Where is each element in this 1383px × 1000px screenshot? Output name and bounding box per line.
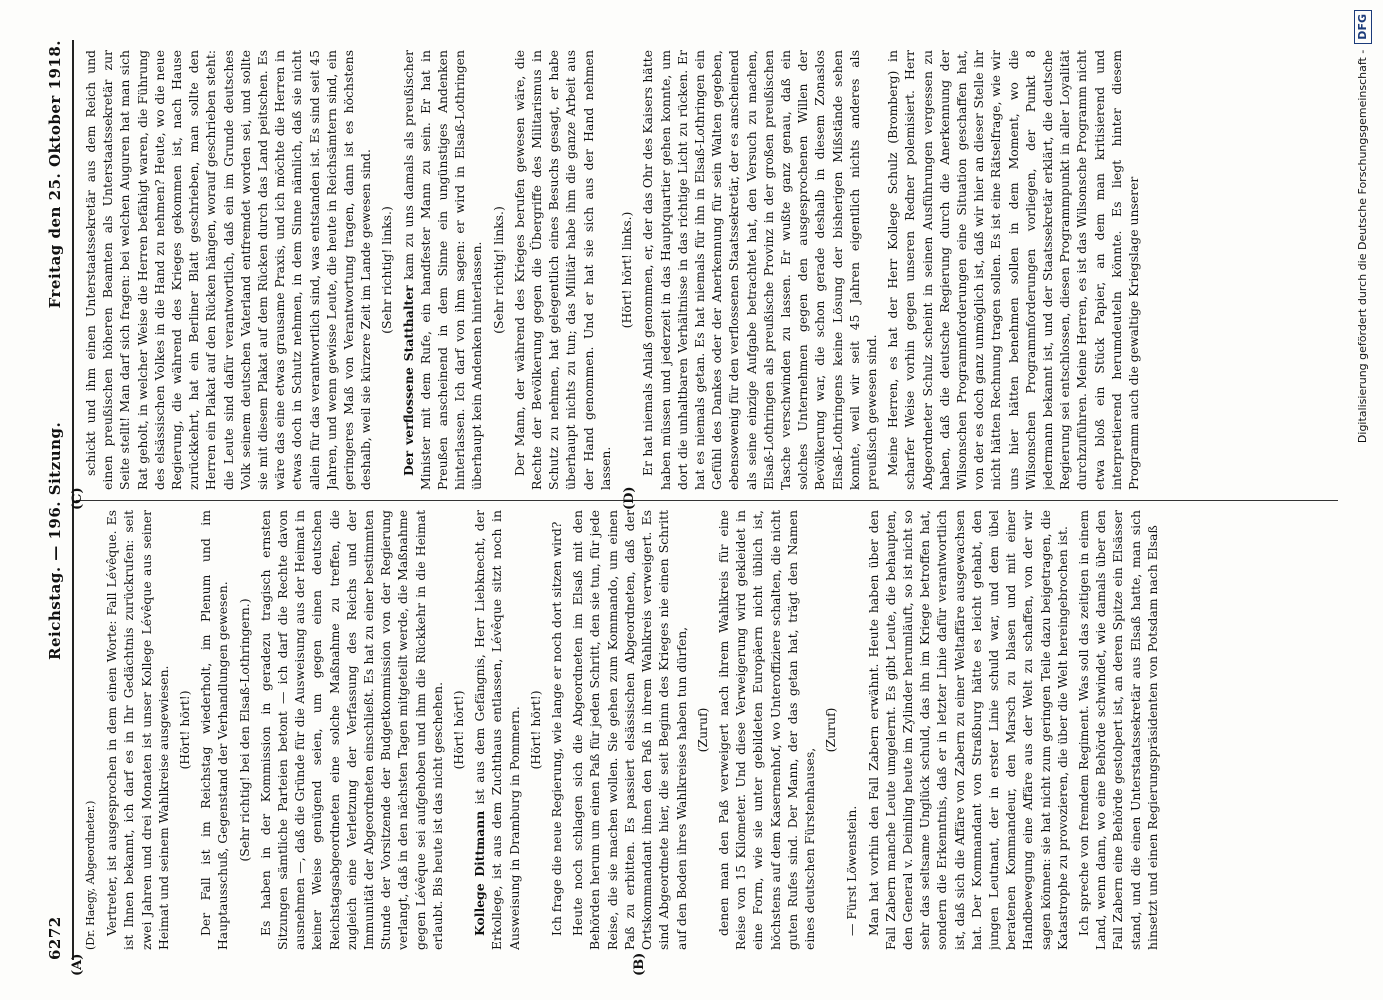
interjection: (Hört! hört! links.)	[619, 211, 635, 329]
speaker-note: (Dr. Haegy, Abgeordneter.)	[84, 800, 97, 950]
paragraph-text: Ich spreche von fremdem Regiment. Was soll das zeitigen in einem Land, wenn dann, wo eine Behörde schwindet, wie damals über den Fall Zabern eine Behörde gestolpert ist, an deren Spitze ein Elsässer stand, und die einen Unterstaatssekretär aus Elsaß hatte, man sich hinsetzt und einen Regierungspräsidenten von Potsdam nach Elsaß	[1075, 510, 1160, 950]
paragraph-text: Ich frage die neue Regierung, wie lange er noch dort sitzen wird?	[549, 521, 565, 936]
interjection: (Hört! hört!)	[527, 690, 543, 770]
speech-paragraph	[1075, 510, 1161, 950]
emphasized-lead: Kollege Dittmann	[472, 810, 488, 936]
paragraph-text: Der Fall ist im Reichstag wiederholt, im Plenum und im Hauptausschuß, Gegenstand der Verhandlungen gewesen.	[198, 510, 231, 950]
right-column	[82, 50, 1337, 490]
margin-marker-b: (B)	[632, 952, 647, 976]
speech-paragraph	[400, 50, 486, 490]
session-date: Freitag den 25. Oktober 1918.	[46, 40, 64, 309]
credit-text: Digitalisierung gefördert durch die Deutsche Forschungsgemeinschaft -	[1356, 49, 1369, 444]
speech-paragraph	[471, 510, 523, 950]
speech-paragraph	[82, 50, 374, 490]
interjection: (Hört! hört!)	[177, 690, 193, 770]
paragraph-text: schickt und ihm einen Unterstaatssekretär aus dem Reich und einen preußischen höheren Beamten als Unterstaatssekretär zur Seite stellt! Man darf sich fragen: bei welchen Auguren hat man sich Rat geholt, in welcher Weise die Herren befähigt waren, die Führung des elsässischen Volkes in die Hand zu nehmen? Heute, wo die neue Regierung, die während des Krieges gekommen ist, nach Hause zurückkehrt, hat ein Berliner Blatt geschrieben, man sollte den Herren ein Plakat auf den Rücken hängen, worauf geschrieben steht: die Leute sind dafür verantwortlich, daß ein im Grunde deutsches Volk seinem deutschen Vaterland entfremdet worden sei, und sollte sie mit diesem Plakat auf dem Rücken durch das Land peitschen. Es wäre das eine etwas grausame Praxis, und ich möchte die Herren in etwas doch in Schutz nehmen, in dem Sinne nämlich, daß sie nicht allein für das verantwortlich sind, was entstanden ist. Es sind seit 45 Jahren, und wenn gewisse Leute, die heute in Reichsämtern sind, ein geringeres Maß von Verantwortung tragen, dann ist es höchstens deshalb, weil sie kürzere Zeit im Lande gewesen sind.	[83, 50, 374, 490]
margin-marker-d: (D)	[622, 486, 637, 510]
paragraph-text: — Fürst Löwenstein.	[844, 805, 860, 936]
speech-paragraph	[715, 510, 818, 950]
speech-paragraph	[569, 510, 689, 950]
session-title: Reichstag. — 196. Sitzung.	[46, 421, 64, 660]
digitization-credit	[1352, 10, 1378, 990]
interjection: (Hört! hört!)	[451, 690, 467, 770]
column-divider	[76, 500, 1338, 501]
page-header	[42, 40, 72, 960]
paragraph-text: kam zu uns damals als preußischer Minister mit dem Rufe, ein handfester Mann zu sein. Er hat in Preußen anscheinend in dem Sinne ein ungünstiges Andenken hinterlassen. Ich darf von ihm sagen: er wird in Elsaß-Lothringen überhaupt kein Andenken hinterlassen.	[400, 50, 485, 490]
paragraph-text: Man hat vorhin den Fall Zabern erwähnt. Heute haben über den Fall Zabern manche Leute umgelernt. Es gibt Leute, die behaupten, den General v. Deimling heute im Zylinder herumläuft, so ist nicht so sehr das seltsame Unglück schuld, das ihn im Kriege betroffen hat, sondern die Erkenntnis, daß er in letzter Linie dafür verantwortlich ist, daß sich die Affäre von Zabern zu einer Weltaffäre ausgewachsen hat. Der Kommandant von Straßburg hätte es leicht gehabt, den jungen Leutnant, der in erster Linie schuld war, und dem übel beratenen Kommandeur, den Marsch zu blasen und mit einer Handbewegung eine Affäre aus der Welt zu schaffen, von der wir sagen können: sie hat nicht zum geringen Teile dazu beigetragen, die Katastrophe zu provozieren, die über die Welt hereingebrochen ist.	[865, 510, 1070, 950]
paragraph-text: denen man den Paß verweigert nach ihrem Wahlkreis für eine Reise von 15 Kilometer. Und diese Verweigerung wird gekleidet in eine Form, wie sie unter gebildeten Europäern nicht üblich ist, höchstens auf dem Kasernenhof, wo Unteroffiziere schalten, die nicht guten Rufes sind. Der Mann, der das getan hat, trägt den Namen eines deutschen Fürstenhauses,	[715, 510, 817, 950]
interjection: (Zuruf)	[823, 707, 839, 753]
interjection: (Sehr richtig! links.)	[490, 206, 506, 334]
paragraph-text: Es haben in der Kommission in geradezu tragisch ernsten Sitzungen sämtliche Parteien betont — ich darf die Rechte davon ausnehmen —, daß die Gründe für die Ausweisung aus der Heimat in keiner Weise genügend seien, um gegen einen deutschen Reichstagsabgeordneten eine solche Maßnahme zu treffen, die zugleich eine Verletzung der Verfassung des Reichs und der Immunität der Abgeordneten einschließt. Es hat zu einer bestimmten Stunde der Vorsitzende der Budgetkommission von der Regierung verlangt, daß in den nächsten Tagen mitgeteilt werde, die Maßnahme gegen Lévêque sei aufgehoben und ihm die Rückkehr in die Heimat erlaubt. Bis heute ist das nicht geschehen.	[257, 510, 445, 950]
paragraph-text: ist aus dem Gefängnis, Herr Liebknecht, der Erkollege, ist aus dem Zuchthaus entlassen, Lévêque sitzt noch in Ausweisung in Dramburg in Pommern.	[472, 510, 522, 950]
margin-marker-a: (A)	[70, 953, 85, 976]
left-column	[82, 510, 1337, 950]
paragraph-text: Vertreter, ist ausgesprochen in dem einen Worte: Fall Lévêque. Es ist Ihnen bekannt, ich darf es in Ihr Gedächtnis zurückrufen: seit zwei Jahren und drei Monaten ist unser Kollege Lévêque aus seiner Heimat und seinem Wahlkreise ausgewiesen.	[104, 510, 171, 950]
emphasized-lead: Der verflossene Statthalter	[400, 285, 416, 476]
paragraph-text: Er hat niemals Anlaß genommen, er, der das Ohr des Kaisers hätte haben müssen und jederzeit in das Hauptquartier gehen konnte, um dort die unhaltbaren Verhältnisse in das richtige Licht zu rücken. Er hat es niemals getan. Es hat niemals für ihn in Elsaß-Lothringen ein Gefühl des Dankes oder der Anerkennung für sein Walten gegeben, ebensowenig für den verflossenen Staatssekretär, der es anscheinend als seine einzige Aufgabe betrachtet hat, den Versuch zu machen, Elsaß-Lothringen als preußische Provinz in der großen preußischen Tasche verschwinden zu lassen. Er wußte ganz genau, daß ein solches Unternehmen gegen den ausgesprochenen Willen der Bevölkerung war, die schon gerade deshalb in diesem Zonaslos Elsaß-Lothringens keine Lösung der bisherigen Mißstände sehen konnte, weil wir seit 45 Jahren eigentlich nichts anderes als preußisch gewesen sind.	[640, 50, 879, 490]
speech-paragraph	[197, 510, 231, 950]
speech-paragraph	[548, 510, 565, 950]
dfg-logo: DFG	[1354, 10, 1372, 44]
interjection: (Zuruf)	[694, 707, 710, 753]
speech-paragraph	[884, 50, 1142, 490]
newspaper-sheet	[42, 40, 1342, 976]
speech-paragraph	[103, 510, 172, 950]
margin-marker-c: (C)	[70, 487, 85, 510]
page-number: 6272	[46, 916, 64, 960]
paragraph-text: Heute noch schlagen sich die Abgeordneten im Elsaß mit den Behörden herum um einen Paß für jeden Schritt, den sie tun, für jede Reise, die sie machen wollen. Sie gehen zum Kommando, um einen Paß zu erbitten. Es passiert elsässischen Abgeordneten, daß der Ortskommandant ihnen den Paß in ihrem Wahlkreis verweigert. Es sind Abgeordnete hier, die seit Beginn des Krieges nie einen Schritt auf den Boden ihres Wahlkreises haben tun dürfen,	[570, 510, 689, 950]
paragraph-text: Der Mann, der während des Krieges berufen gewesen wäre, die Rechte der Bevölkerung gegen die Übergriffe des Militarismus in Schutz zu nehmen, hat gelegentlich eines Besuchs gesagt, er habe überhaupt nichts zu tun; das Militär habe ihm die ganze Arbeit aus der Hand genommen. Und er hat sie sich aus der Hand nehmen lassen.	[511, 50, 613, 490]
paragraph-text: Meine Herren, es hat der Herr Kollege Schulz (Bromberg) in scharfer Weise vorhin gegen unseren Redner polemisiert. Herr Abgeordneter Schulz scheint in seinen Ausführungen vergessen zu haben, daß die deutsche Regierung durch die Anerkennung der Wilsonschen Programmforderungen eine Situation geschaffen hat, von der es doch ganz unmöglich ist, daß wir hier an dieser Stelle ihr nicht hätten Rechnung tragen sollen. Es ist eine Rätselfrage, wie wir uns hier hätten benehmen sollen in dem Moment, wo die Wilsonschen Programmforderungen vorliegen, der Punkt 8 jedermann bekannt ist, und der Staatssekretär erklärt, die deutsche Regierung sei entschlossen, diesen Programmpunkt in aller Loyalität durchzuführen. Meine Herren, es ist das Wilsonsche Programm nicht etwa bloß ein Stück Papier, an dem man kritisierend und interpretierend herumdeuteln könnte. Es liegt hinter diesem Programm auch die gewaltige Kriegslage unserer	[885, 50, 1141, 490]
speech-paragraph	[865, 510, 1071, 950]
speech-paragraph	[843, 510, 860, 950]
speech-paragraph	[639, 50, 880, 490]
interjection: (Sehr richtig! bei den Elsaß-Lothringern.)	[236, 598, 252, 862]
speech-paragraph	[257, 510, 446, 950]
interjection: (Sehr richtig! links.)	[379, 206, 395, 334]
speech-paragraph	[511, 50, 614, 490]
